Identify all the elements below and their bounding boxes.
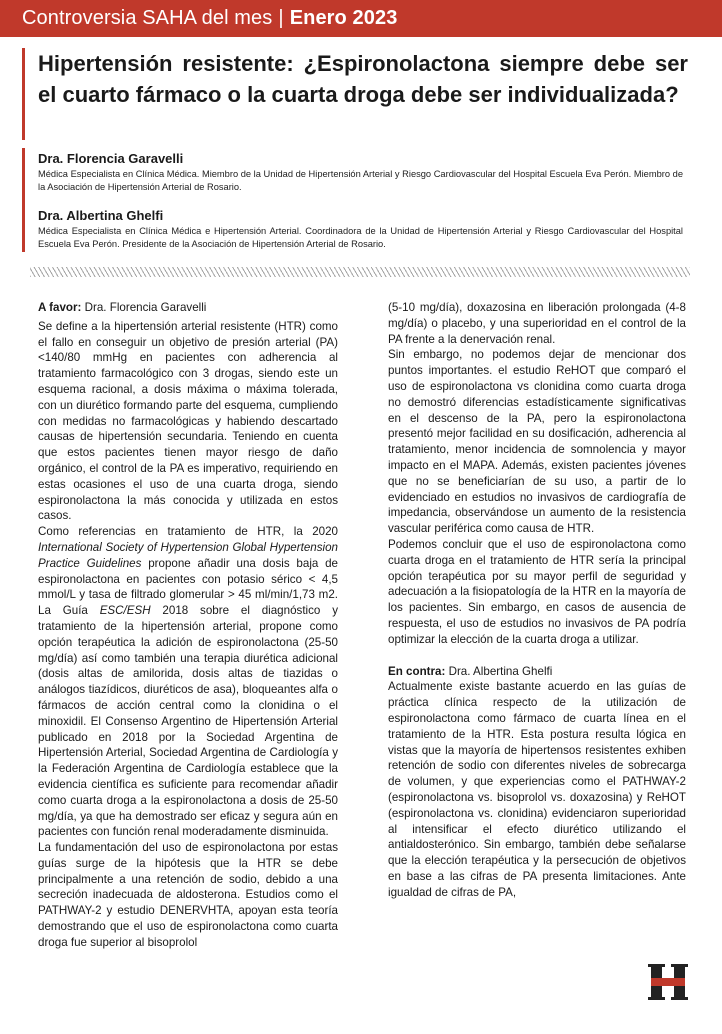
journal-issue: Enero 2023 [289, 7, 398, 29]
section-divider [30, 267, 690, 277]
paragraph: Actualmente existe bastante acuerdo en las guías de práctica clínica respecto de la utilización de espironolactona como fármaco de cuarta línea en el tratamiento de la HTR. Esta postura resulta lógica en vistas que la mayoría de hipertensos resistentes exhiben retención de sodio con diferentes niveles de sobrecarga de volumen, y que experiencias como el PATHWAY-2 (espironolactona vs. bisoprolol vs. doxazosina) y ReHOT (espironolactona vs. clonidina) evidenciaron superioridad al intensificar el efecto diurético utilizando el antialdosterónico. Sin embargo, también debe señalarse que la elección terapéutica y la persecución de objetivos en base a las cifras de PA presenta limitaciones. Ante igualdad de cifras de PA, [388, 680, 686, 899]
contra-author: Dra. Albertina Ghelfi [448, 664, 553, 678]
paragraph [38, 524, 338, 840]
paragraph: (5-10 mg/día), doxazosina en liberación prolongada (4-8 mg/día) o placebo, y una superioridad en el control de la PA frente a la denervación renal. [388, 301, 686, 346]
contra-heading [388, 664, 686, 680]
paragraph-text: 2018 sobre el diagnóstico y tratamiento de la hipertensión arterial, propone como opción terapéutica la adición de espironolactona (25-50 mg/día) así como también una terapia diurética adicional (dosis altas de amilorida, dosis altas de tiazidas o análogos tiazídicos, diuréticos de asa), bloqueantes alfa o fármacos de acción central como la clonidina o el minoxidil. El Consenso Argentino de Hipertensión Arterial publicado en 2018 por la Sociedad Argentina de Hipertensión Arterial, Sociedad Argentina de Cardiología y la Federación Argentina de Cardiología establece que la evidencia científica es suficiente para recomendar añadir como cuarta droga a la espironolactona a dosis de 25-50 mg/día, ya que ha demostrado ser eficaz y segura aún en pacientes con función renal moderadamente disminuida. [38, 604, 338, 839]
left-column [38, 300, 338, 951]
paragraph: La fundamentación del uso de espironolactona por estas guías surge de la hipótesis que la HTR se debe principalmente a una retención de sodio, debido a una secreción inadecuada de aldosterona. Estudios como el PATHWAY-2 y estudio DENERVHTA, apoyan esta teoría demostrando que el uso de espironolactona como cuarta droga fue superior al bisoprolol [38, 841, 338, 949]
article-title: Hipertensión resistente: ¿Espironolactona siempre debe ser el cuarto fármaco o la cuarta droga debe ser individualizada? [38, 51, 688, 107]
authors-accent-rule [22, 148, 25, 252]
author-1-bio: Médica Especialista en Clínica Médica. Miembro de la Unidad de Hipertensión Arterial y Riesgo Cardiovascular del Hospital Escuela Eva Perón. Miembro de la Asociación de Hipertensión Arterial de Rosario. [38, 169, 683, 192]
paragraph: Podemos concluir que el uso de espironolactona como cuarta droga en el tratamiento de HTR sería la principal opción terapéutica por su mayor perfil de seguridad y adecuación a la fisiopatología de la HTR en la mayoría de los pacientes. Sin embargo, en casos de ausencia de respuesta, el uso de estudios no invasivos de PA podría optimizar la elección de la cuarta droga a utilizar. [388, 537, 686, 646]
header-separator: | [278, 7, 284, 29]
paragraph: Sin embargo, no podemos dejar de mencionar dos puntos importantes. el estudio ReHOT que comparó el uso de espironolactona vs clonidina como cuarta droga no demostró diferencias estadísticamente significativas en el descenso de la PA, pero la espironolactona presentó mejor facilidad en su dosificación, adherencia al tratamiento, menor incidencia de somnolencia y mayor impacto en el MAPA. Además, existen pacientes jóvenes que no se beneficiarían de su uso, a partir de lo evidenciado en estudios no invasivos de cardiografía de impedancia, observándose un aumento de la resistencia vascular periférica como causa de HTR. [388, 348, 686, 536]
contra-label: En contra: [388, 664, 446, 678]
guideline-title: ESC/ESH [99, 604, 151, 618]
author-2-bio: Médica Especialista en Clínica Médica e Hipertensión Arterial. Coordinadora de la Unidad de Hipertensión Arterial y Riesgo Cardiovascular del Hospital Escuela Eva Perón. Presidente de la Asociación de Hipertensión Arterial de Rosario. [38, 226, 683, 249]
favor-heading [38, 300, 338, 316]
journal-series: Controversia SAHA del mes [22, 7, 273, 29]
favor-author: Dra. Florencia Garavelli [84, 301, 207, 314]
paragraph-text: propone añadir una dosis baja de espironolactona en pacientes con potasio sérico < 4,5 mmol/L y tasa de filtrado glomerular > 45 ml/min/1,73 m2. La Guía [38, 556, 339, 618]
paragraph-text: Como referencias en tratamiento de HTR, la 2020 [38, 525, 338, 539]
saha-h-logo-icon [648, 962, 688, 1002]
right-column [388, 300, 686, 900]
favor-label: A favor: [38, 301, 82, 314]
journal-header-bar [0, 0, 722, 37]
paragraph: Se define a la hipertensión arterial resistente (HTR) como el fallo en conseguir un objetivo de presión arterial (PA) <140/80 mmHg en pacientes con adherencia al tratamiento farmacológico con 3 drogas, siendo este un esquema racional, a dosis máxima o máxima tolerada, con un diurético formando parte del esquema, cumpliendo con medidas no farmacológicas y habiendo descartado causas de hipertensión secundaria. Teniendo en cuenta que estos pacientes tienen mayor riesgo de daño orgánico, el control de la PA es imperativo, requiriendo en estas ocasiones el uso de una cuarta droga, siendo espironolactona la más conocida y utilizada en estos casos. [38, 319, 338, 523]
author-1-name: Dra. Florencia Garavelli [38, 151, 184, 166]
title-accent-rule [22, 48, 25, 140]
author-2-name: Dra. Albertina Ghelfi [38, 208, 164, 223]
guideline-title: International Society of Hypertension Global Hypertension Practice Guidelines [38, 540, 338, 570]
